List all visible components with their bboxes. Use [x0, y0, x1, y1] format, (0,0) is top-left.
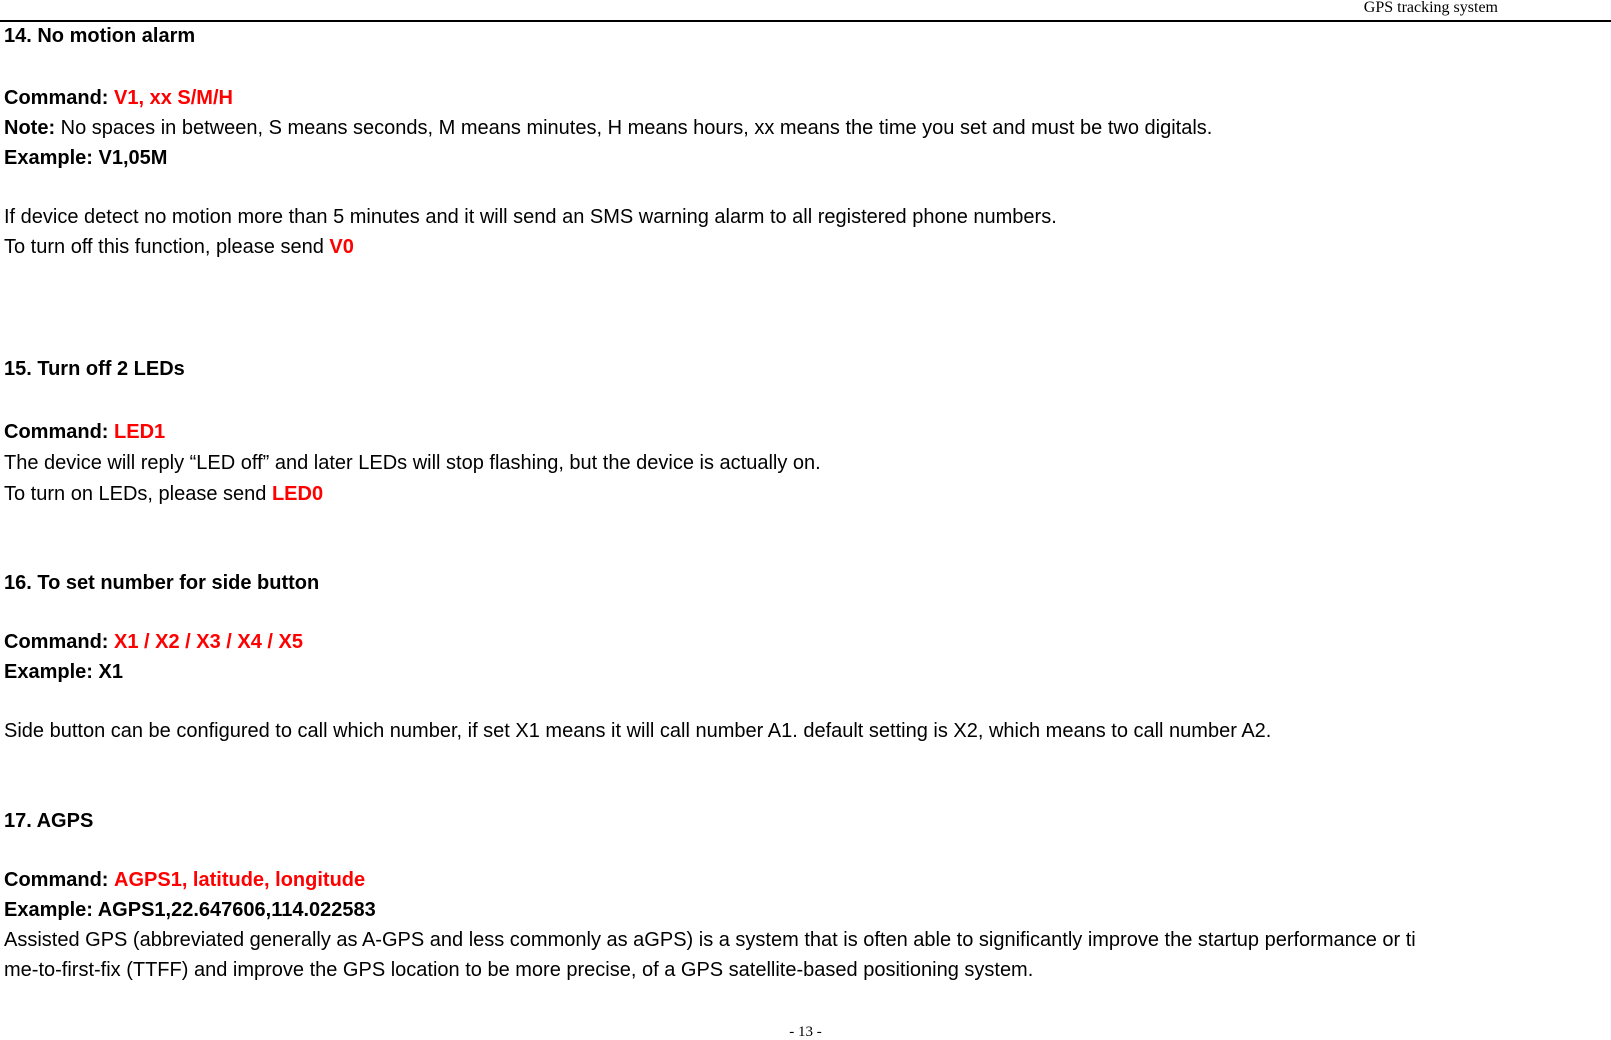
note-text: No spaces in between, S means seconds, M means minutes, H means hours, xx means the time you set and must be two digitals. — [55, 117, 1213, 139]
command-label: Command: — [4, 869, 109, 891]
command-value: LED1 — [114, 421, 166, 443]
page-header — [0, 0, 1611, 22]
section-17-heading: 17. AGPS — [4, 810, 94, 832]
section-14-heading: 14. No motion alarm — [4, 25, 196, 47]
section-17-command — [4, 868, 365, 892]
on-value: LED0 — [271, 483, 324, 505]
off-text: To turn off this function, please send — [4, 236, 330, 258]
section-14-description: If device detect no motion more than 5 minutes and it will send an SMS warning alarm to all registered phone numbers. — [4, 206, 1057, 228]
header-title: GPS tracking system — [1363, 0, 1498, 16]
section-14-example: Example: V1,05M — [4, 147, 168, 169]
on-text: To turn on LEDs, please send — [4, 483, 272, 505]
section-14-off-instruction — [4, 235, 354, 259]
command-value: V1, xx S/M/H — [114, 87, 233, 109]
section-17-description-line-1: Assisted GPS (abbreviated generally as A-GPS and less commonly as aGPS) is a system that is often able to significantly improve the startup performance or ti — [4, 929, 1416, 951]
command-label: Command: — [4, 631, 109, 653]
section-16-description: Side button can be configured to call which number, if set X1 means it will call number A1. default setting is X2, which means to call number A2. — [4, 720, 1272, 742]
section-15-on-instruction — [4, 482, 323, 506]
section-15-command — [4, 420, 165, 444]
section-16-command — [4, 630, 303, 654]
command-label: Command: — [4, 421, 109, 443]
command-label: Command: — [4, 87, 109, 109]
section-14-note — [4, 116, 1212, 140]
section-17-description-line-2: me-to-first-fix (TTFF) and improve the GPS location to be more precise, of a GPS satellite-based positioning system. — [4, 959, 1034, 981]
section-16-example: Example: X1 — [4, 661, 123, 683]
note-label: Note: — [4, 117, 56, 139]
section-14-command — [4, 86, 233, 110]
off-value: V0 — [329, 236, 354, 258]
command-value: AGPS1, latitude, longitude — [114, 869, 366, 891]
section-17-example: Example: AGPS1,22.647606,114.022583 — [4, 899, 376, 921]
section-16-heading: 16. To set number for side button — [4, 572, 320, 594]
section-15-heading: 15. Turn off 2 LEDs — [4, 358, 185, 380]
section-15-description: The device will reply “LED off” and later LEDs will stop flashing, but the device is actually on. — [4, 452, 821, 474]
page-number: - 13 - — [789, 1024, 822, 1040]
command-value: X1 / X2 / X3 / X4 / X5 — [114, 631, 304, 653]
